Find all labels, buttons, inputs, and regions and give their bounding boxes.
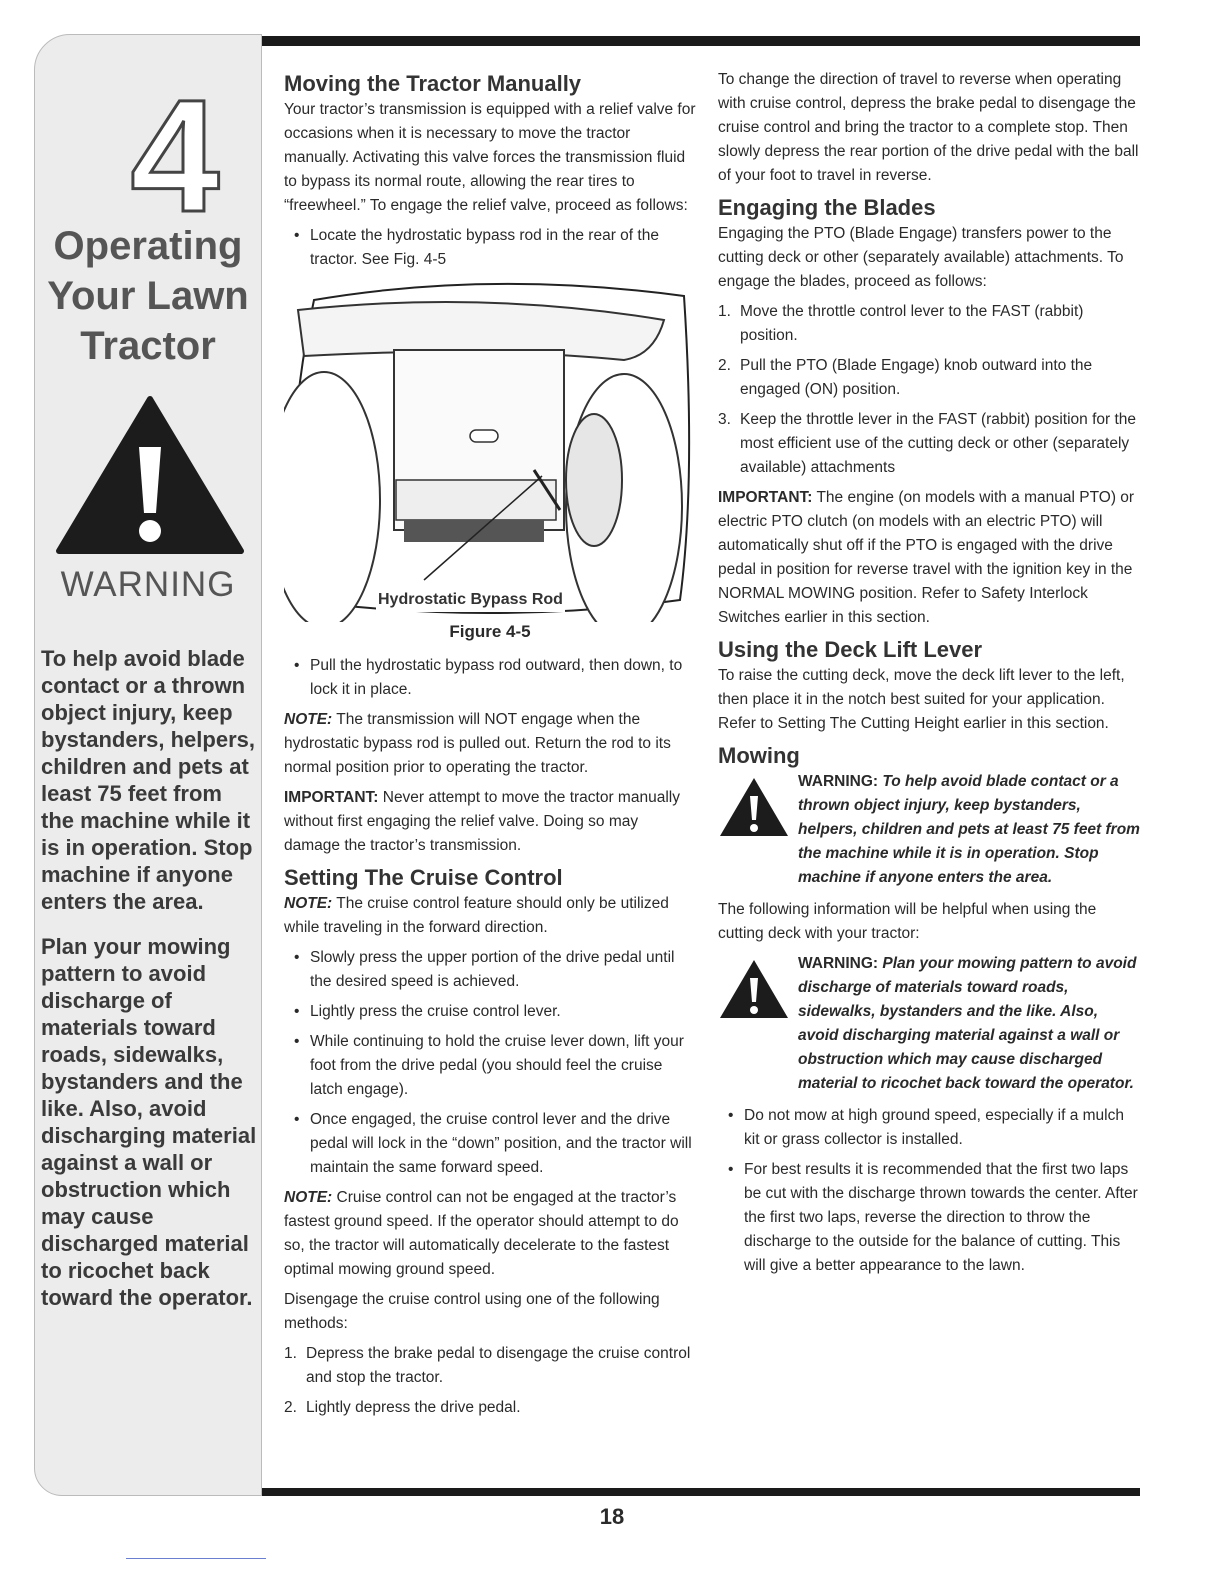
list-item	[718, 354, 1142, 402]
figure-4-5	[284, 280, 696, 622]
list-item: • While continuing to hold the cruise lever down, lift your foot from the drive pedal (you should feel the cruise latch engage).	[284, 1030, 696, 1102]
list-item: • Slowly press the upper portion of the drive pedal until the desired speed is achieved.	[284, 946, 696, 994]
warning-text: Plan your mowing pattern to avoid discharge of materials toward roads, sidewalks, bystanders and the like. Also, avoid discharging material against a wall or obstruction which may cause discharged material to ricochet back toward the operator.	[798, 955, 1137, 1092]
step-text: Depress the brake pedal to disengage the cruise control and stop the tractor.	[306, 1345, 691, 1386]
paragraph: The following information will be helpful when using the cutting deck with your tractor:	[718, 901, 1097, 942]
important-text: Never attempt to move the tractor manually without first engaging the relief valve. Doing so may damage the tractor’s transmission.	[284, 789, 680, 854]
warning-text-1: To help avoid blade contact or a thrown object injury, keep bystanders, helpers, children and pets at least 75 feet from the machine while it is in operation. Stop machine if anyone enters the area.	[41, 646, 255, 914]
note-text: The cruise control feature should only be utilized while traveling in the forward direction.	[284, 895, 669, 936]
note-text: Cruise control can not be engaged at the tractor’s fastest ground speed. If the operator should attempt to do so, the tractor will automatically decelerate to the fastest optimal mowing ground speed.	[284, 1189, 679, 1278]
list-item: • Locate the hydrostatic bypass rod in the rear of the tractor. See Fig. 4-5	[284, 224, 696, 272]
sidebar	[34, 34, 262, 1496]
note-label: NOTE:	[284, 1189, 333, 1206]
column-left	[284, 70, 696, 1426]
heading-mowing: Mowing	[718, 743, 800, 768]
chapter-title-line: Tractor	[80, 324, 216, 368]
list-item	[718, 408, 1142, 480]
note-label: NOTE:	[284, 711, 333, 728]
warning-text: To help avoid blade contact or a thrown object injury, keep bystanders, helpers, children and pets at least 75 feet from the machine while it is in operation. Stop machine if anyone enters the area.	[798, 773, 1140, 886]
chapter-title-line: Operating	[53, 224, 243, 268]
step-number: 2.	[718, 357, 731, 374]
list-item: • Pull the hydrostatic bypass rod outward, then down, to lock it in place.	[284, 654, 696, 702]
paragraph: Disengage the cruise control using one of the following methods:	[284, 1291, 660, 1332]
heading-engaging-blades: Engaging the Blades	[718, 195, 936, 220]
note	[284, 892, 696, 940]
figure-label: Hydrostatic Bypass Rod	[376, 588, 565, 612]
chapter-number	[115, 83, 235, 223]
warning-label: WARNING:	[798, 955, 879, 972]
step-number: 1.	[284, 1345, 297, 1362]
note	[284, 1186, 696, 1282]
important-label: IMPORTANT:	[718, 489, 813, 506]
step-text: Pull the PTO (Blade Engage) knob outward into the engaged (ON) position.	[740, 357, 1093, 398]
important-label: IMPORTANT:	[284, 789, 379, 806]
list-item	[284, 1396, 696, 1420]
bottom-rule	[262, 1488, 1140, 1496]
list-item: • Once engaged, the cruise control lever and the drive pedal will lock in the “down” position, and the tractor will maintain the same forward speed.	[284, 1108, 696, 1180]
warning-triangle-icon	[55, 395, 245, 555]
step-number: 2.	[284, 1399, 297, 1416]
important-text: The engine (on models with a manual PTO) or electric PTO clutch (on models with an electric PTO) will automatically shut off if the PTO is engaged with the drive pedal in position for reverse travel with the ignition key in the NORMAL MOWING position. Refer to Safety Interlock Switches earlier in this section.	[718, 489, 1135, 626]
paragraph: Your tractor’s transmission is equipped with a relief valve for occasions when it is necessary to move the tractor manually. Activating this valve forces the transmission fluid to bypass its normal route, allowing the rear tires to “freewheel.” To engage the relief valve, proceed as follows:	[284, 101, 696, 214]
list-item	[284, 1342, 696, 1390]
warning-triangle-icon	[718, 776, 790, 838]
step-number: 1.	[718, 303, 731, 320]
heading-deck-lift: Using the Deck Lift Lever	[718, 637, 983, 662]
paragraph: To change the direction of travel to reverse when operating with cruise control, depress the brake pedal to disengage the cruise control and bring the tractor to a complete stop. Then slowly depress the rear portion of the drive pedal with the ball of your foot to travel in reverse.	[718, 71, 1139, 184]
heading-cruise-control: Setting The Cruise Control	[284, 865, 563, 890]
svg-text:4: 4	[130, 83, 220, 223]
warning-text-2: Plan your mowing pattern to avoid discharge of materials toward roads, sidewalks, bystanders and the like. Also, avoid discharging material against a wall or obstruction which may cause discharged material to ricochet back toward the operator.	[41, 934, 257, 1310]
warning-triangle-icon	[718, 958, 790, 1020]
list-item: • Lightly press the cruise control lever.	[284, 1000, 696, 1024]
important	[718, 486, 1142, 630]
chapter-title	[35, 221, 261, 371]
list-item: • For best results it is recommended that the first two laps be cut with the discharge thrown towards the center. After the first two laps, reverse the direction to throw the discharge to the outside for the balance of cutting. This will give a better appearance to the lawn.	[718, 1158, 1142, 1278]
figure-drawing	[284, 280, 696, 622]
chapter-title-line: Your Lawn	[47, 274, 249, 318]
figure-caption: Figure 4-5	[449, 622, 531, 641]
paragraph: To raise the cutting deck, move the deck lift lever to the left, then place it in the notch best suited for your application. Refer to Setting The Cutting Height earlier in this section.	[718, 667, 1125, 732]
page-number: 18	[599, 1504, 625, 1529]
step-text: Move the throttle control lever to the FAST (rabbit) position.	[740, 303, 1084, 344]
list-item: • Do not mow at high ground speed, especially if a mulch kit or grass collector is installed.	[718, 1104, 1142, 1152]
note-label: NOTE:	[284, 895, 333, 912]
heading-moving-manually: Moving the Tractor Manually	[284, 71, 582, 96]
warning-block	[718, 770, 1142, 890]
note	[284, 708, 696, 780]
warning-label: WARNING:	[798, 773, 879, 790]
step-number: 3.	[718, 411, 731, 428]
warning-heading: WARNING	[60, 565, 236, 604]
important	[284, 786, 696, 858]
note-text: The transmission will NOT engage when the hydrostatic bypass rod is pulled out. Return the rod to its normal position prior to operating the tractor.	[284, 711, 671, 776]
step-text: Keep the throttle lever in the FAST (rabbit) position for the most efficient use of the cutting deck or other (separately available) attachments	[740, 411, 1137, 476]
list-item	[718, 300, 1142, 348]
column-right	[718, 68, 1142, 1284]
footer-line	[126, 1558, 266, 1559]
paragraph: Engaging the PTO (Blade Engage) transfers power to the cutting deck or other (separately available) attachments. To engage the blades, proceed as follows:	[718, 225, 1124, 290]
step-text: Lightly depress the drive pedal.	[306, 1399, 521, 1416]
warning-block	[718, 952, 1142, 1096]
top-rule	[262, 36, 1140, 46]
